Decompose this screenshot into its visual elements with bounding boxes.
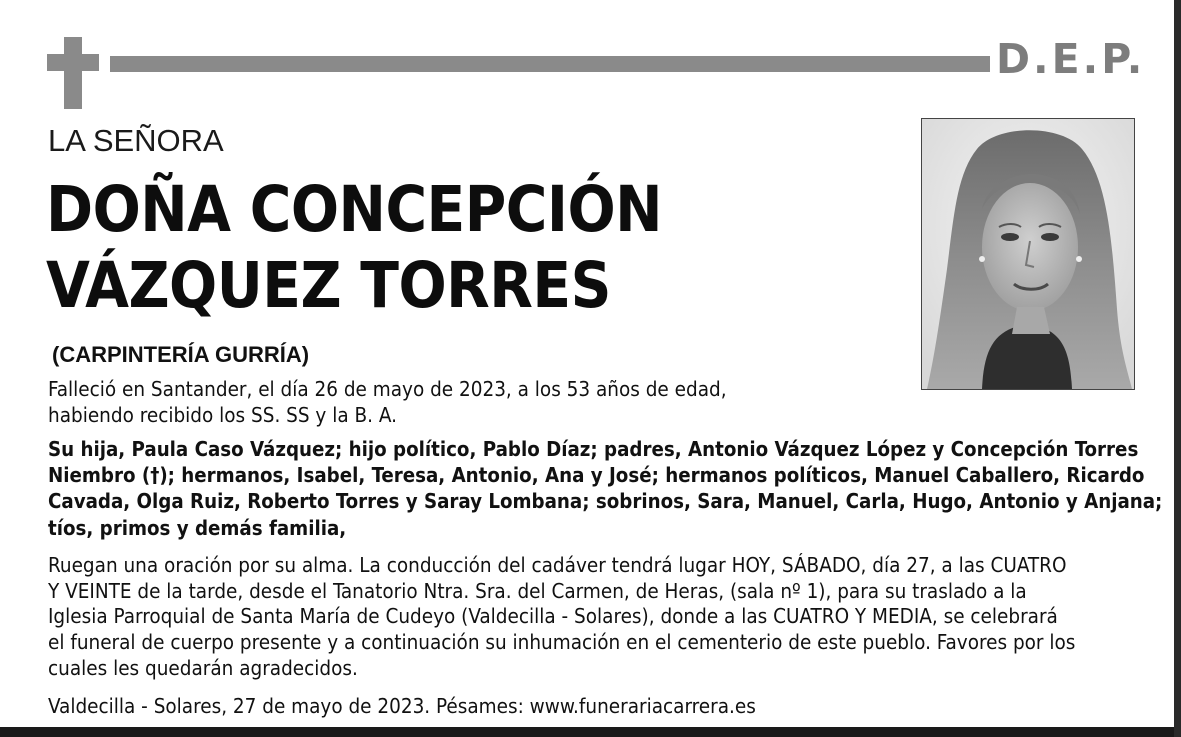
- bottom-border: [0, 727, 1181, 737]
- ceremony-line: Y VEINTE de la tarde, desde el Tanatorio Ntra. Sra. del Carmen, de Heras, (sala nº 1), para su traslado a la: [48, 578, 1027, 603]
- ceremony-line: cuales les quedarán agradecidos.: [48, 655, 358, 680]
- cross-icon: [47, 37, 99, 109]
- ceremony-line: el funeral de cuerpo presente y a continuación su inhumación en el cementerio de este pueblo. Favores por los: [48, 630, 1076, 655]
- nickname: (CARPINTERÍA GURRÍA): [52, 342, 310, 367]
- title-prefix: LA SEÑORA: [48, 123, 224, 158]
- right-border: [1174, 0, 1181, 737]
- ceremony-details: [48, 553, 1133, 682]
- death-notice-line: habiendo recibido los SS. SS y la B. A.: [48, 402, 397, 427]
- header-rule: [110, 56, 990, 72]
- dep-label: D.E.P.: [996, 35, 1146, 83]
- name-line-2: VÁZQUEZ TORRES: [46, 249, 611, 322]
- name-line-1: DOÑA CONCEPCIÓN: [46, 173, 663, 246]
- ceremony-line: Ruegan una oración por su alma. La conducción del cadáver tendrá lugar HOY, SÁBADO, día 27, a las CUATRO: [48, 553, 1067, 577]
- family-line: Su hija, Paula Caso Vázquez; hijo político, Pablo Díaz; padres, Antonio Vázquez López y Concepción Torres: [48, 437, 1139, 461]
- family-line: Cavada, Olga Ruiz, Roberto Torres y Saray Lombana; sobrinos, Sara, Manuel, Carla, Hugo, Antonio y Anjana;: [48, 489, 1163, 514]
- family-line: tíos, primos y demás familia,: [48, 515, 347, 540]
- family-list: [48, 436, 1163, 541]
- death-notice: [48, 377, 908, 428]
- family-line: Niembro (†); hermanos, Isabel, Teresa, Antonio, Ana y José; hermanos políticos, Manuel Caballero, Ricardo: [48, 463, 1145, 488]
- death-notice-line: Falleció en Santander, el día 26 de mayo de 2023, a los 53 años de edad,: [48, 377, 727, 401]
- deceased-name: [46, 172, 662, 324]
- portrait-photo: [921, 118, 1135, 390]
- ceremony-line: Iglesia Parroquial de Santa María de Cudeyo (Valdecilla - Solares), donde a las CUATRO Y MEDIA, se celebrará: [48, 604, 1058, 629]
- footer-line: Valdecilla - Solares, 27 de mayo de 2023. Pésames: www.funerariacarrera.es: [48, 694, 756, 718]
